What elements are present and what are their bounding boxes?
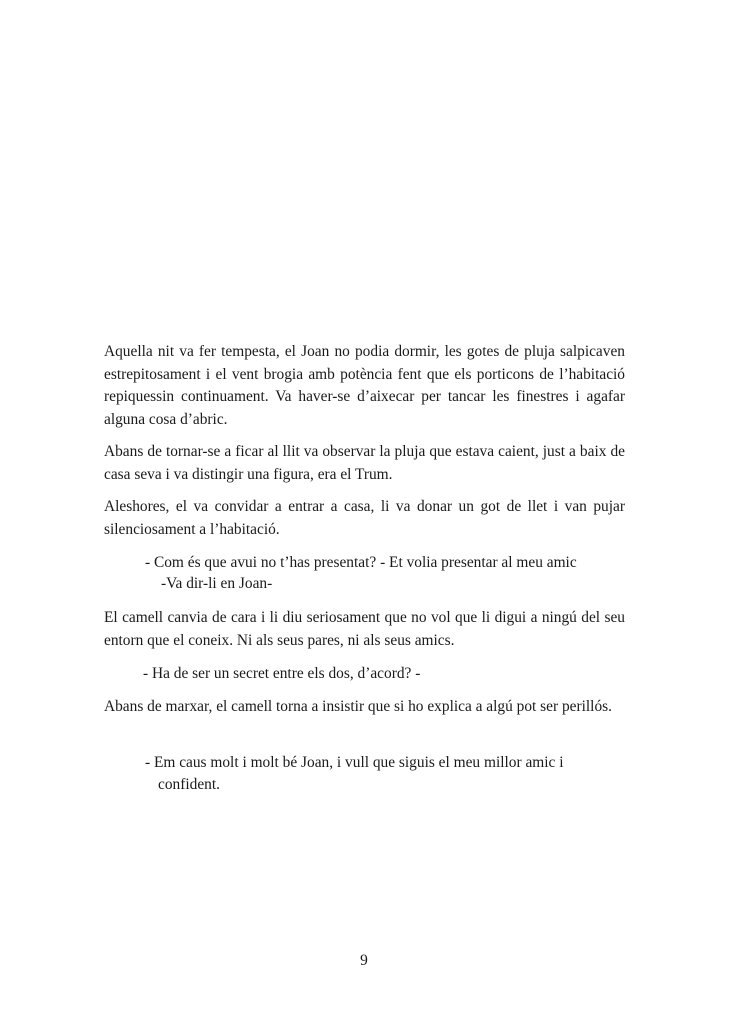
paragraph-camel-secret: El camell canvia de cara i li diu seriosament que no vol que li digui a ningú del seu entorn que el coneix. Ni als seus pares, ni als seus amics. [104,609,625,649]
paragraph-storm: Aquella nit va fer tempesta, el Joan no podia dormir, les gotes de pluja salpicaven estrepitosament i el vent brogia amb potència fent que els porticons de l’habitació repiquessin continuament. Va haver-se d’aixecar per tancar les finestres i agafar alguna cosa d’abric. [104,343,625,428]
dialogue-secret: - Ha de ser un secret entre els dos, d’acord? - [143,665,421,682]
dialogue-question: - Com és que avui no t’has presentat? - Et volia presentar al meu amic [145,554,577,571]
paragraph-window: Abans de tornar-se a ficar al llit va observar la pluja que estava caient, just a baix de casa seva i va distingir una figura, era el Trum. [104,443,625,483]
dialogue-confident: confident. [158,776,220,793]
paragraph-warning: Abans de marxar, el camell torna a insistir que si ho explica a algú pot ser perillós. [104,698,612,715]
dialogue-attribution: -Va dir-li en Joan- [161,575,273,592]
paragraph-invite: Aleshores, el va convidar a entrar a casa, li va donar un got de llet i van pujar silenciosament a l’habitació. [104,498,625,538]
page-number: 9 [360,952,368,969]
dialogue-friend: - Em caus molt i molt bé Joan, i vull que siguis el meu millor amic i [145,754,564,771]
